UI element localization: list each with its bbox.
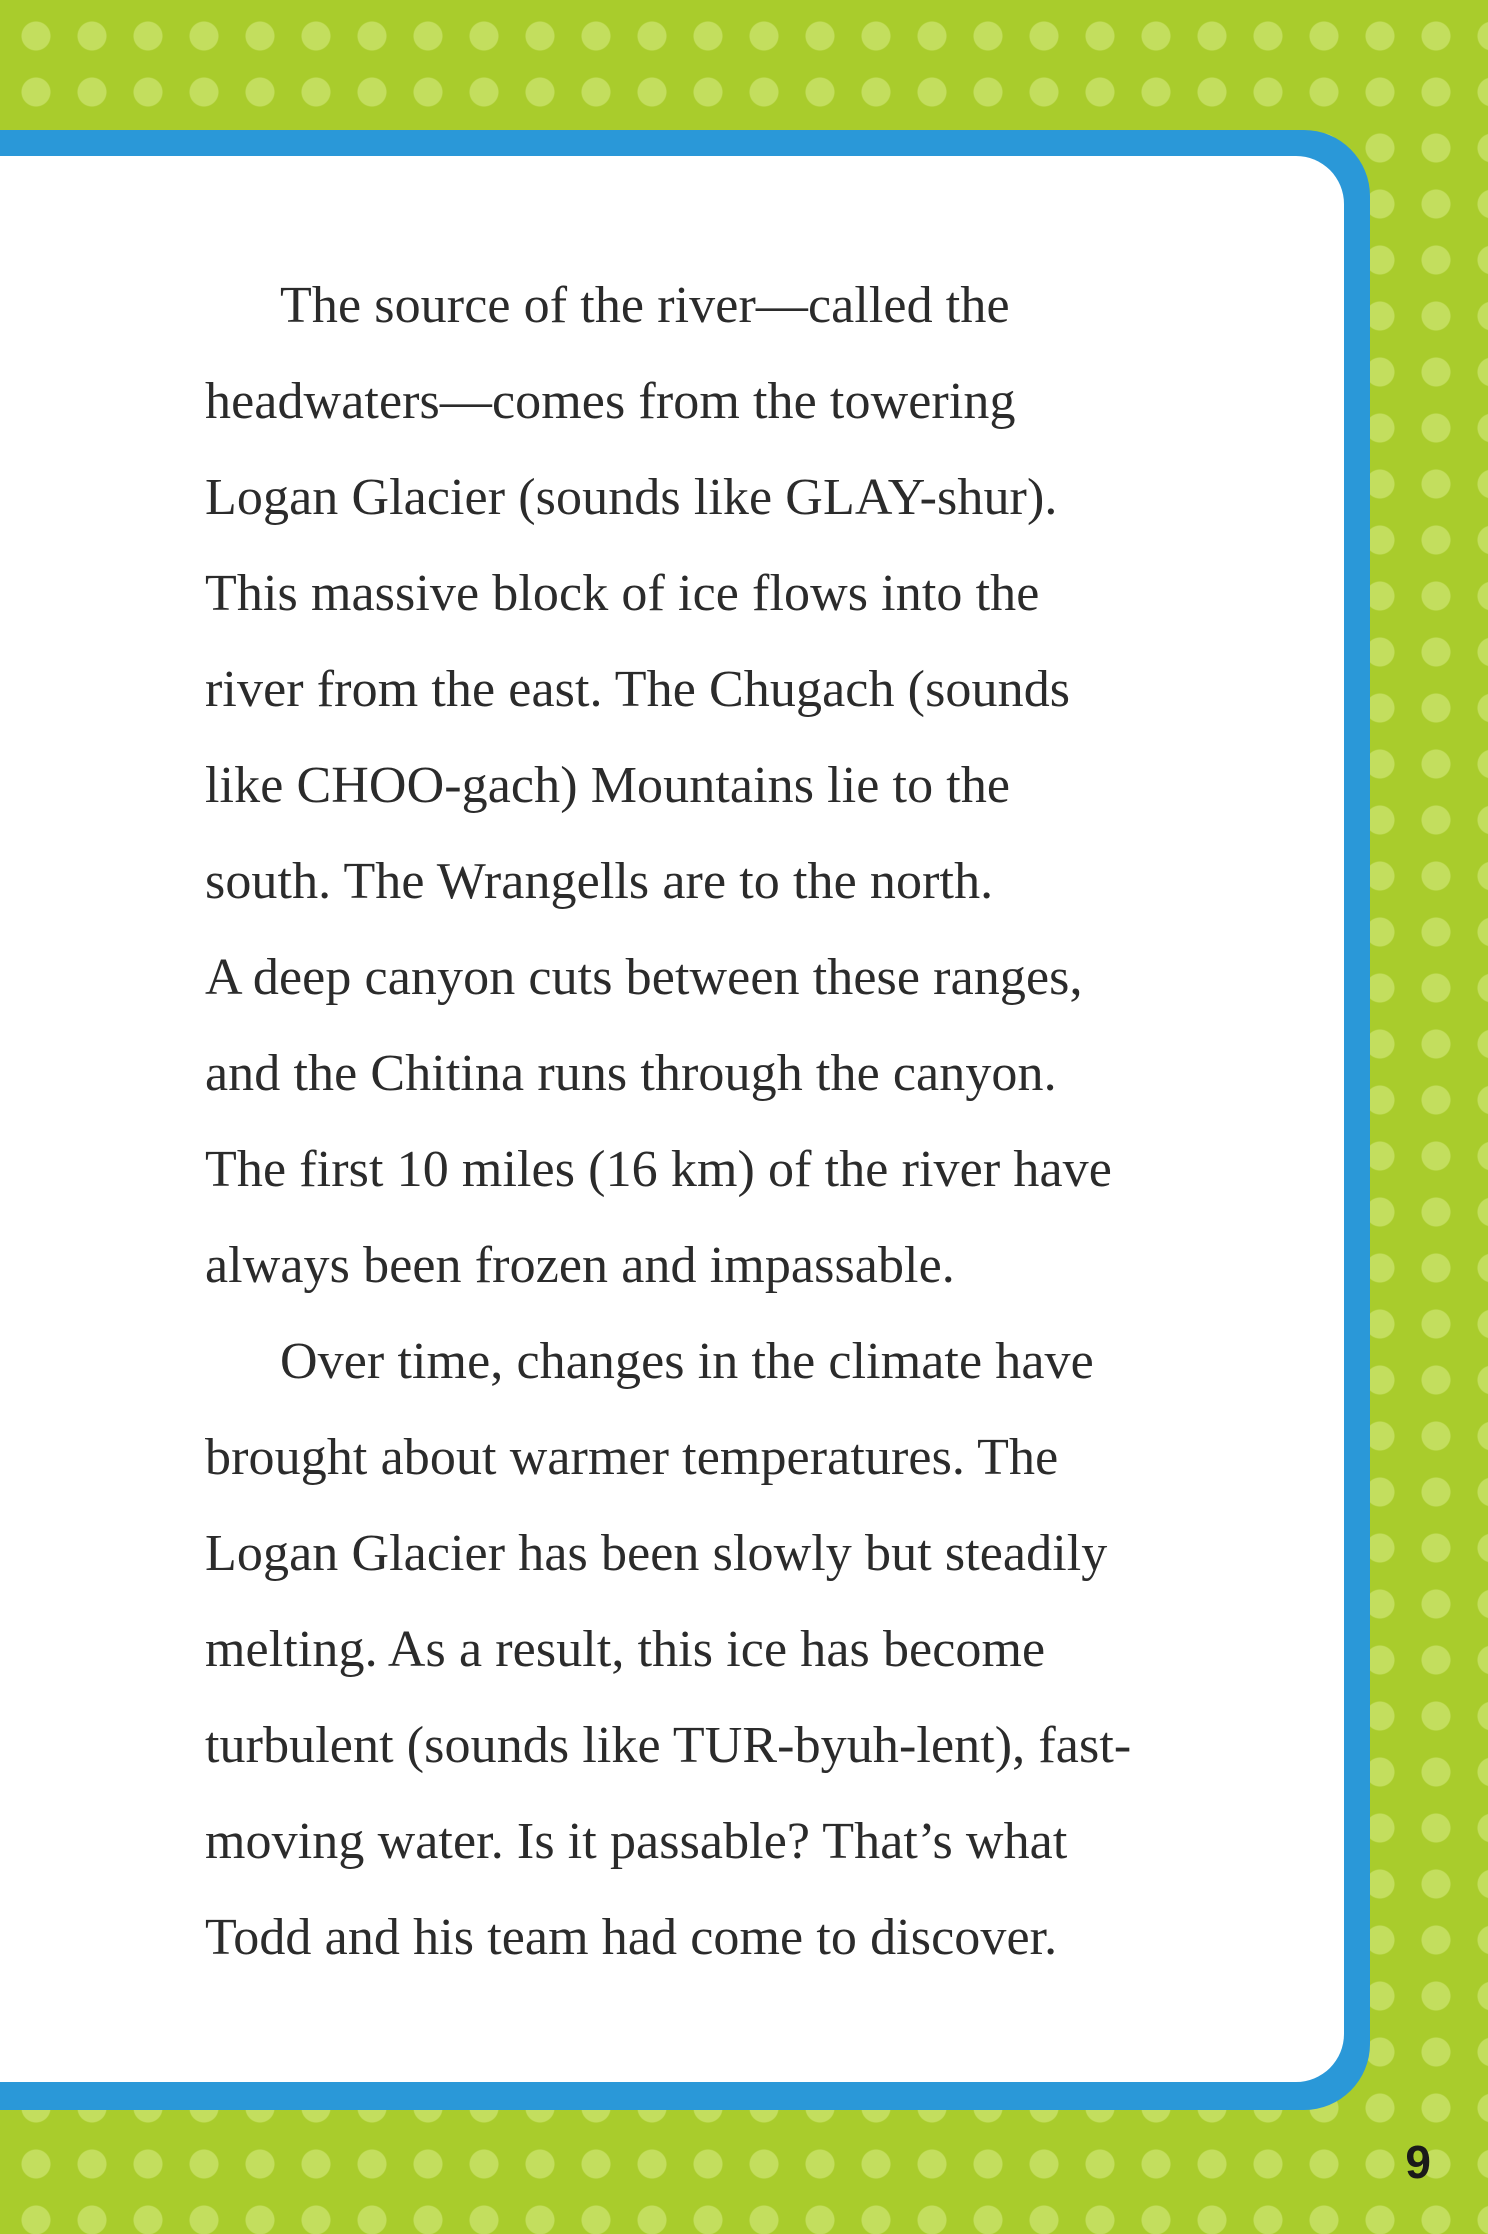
paragraph-2-line-4: melting. As a result, this ice has become [205, 1621, 1046, 1678]
paragraph-1-line-2: headwaters—comes from the towering [205, 373, 1016, 430]
paragraph-1-line-4: This massive block of ice flows into the [205, 565, 1040, 622]
body-text [205, 258, 1225, 1986]
paragraph-2-line-7: Todd and his team had come to discover. [205, 1909, 1058, 1966]
paragraph-1-line-7: south. The Wrangells are to the north. [205, 853, 994, 910]
paragraph-1-line-10: The first 10 miles (16 km) of the river have [205, 1141, 1112, 1198]
paragraph-2-line-3: Logan Glacier has been slowly but steadily [205, 1525, 1108, 1582]
paragraph-2-line-6: moving water. Is it passable? That’s what [205, 1813, 1068, 1870]
paragraph-2-line-1: Over time, changes in the climate have [280, 1333, 1094, 1390]
page-number: 9 [1405, 2136, 1431, 2188]
paragraph-1-line-5: river from the east. The Chugach (sounds [205, 661, 1071, 718]
paragraph-1-line-3: Logan Glacier (sounds like GLAY-shur). [205, 469, 1058, 526]
paragraph-1-line-8: A deep canyon cuts between these ranges, [205, 949, 1083, 1006]
paragraph-2-line-5: turbulent (sounds like TUR-byuh-lent), fast- [205, 1717, 1132, 1774]
paragraph-1-line-11: always been frozen and impassable. [205, 1237, 955, 1294]
paragraph-2-line-2: brought about warmer temperatures. The [205, 1429, 1059, 1486]
paragraph-1-line-9: and the Chitina runs through the canyon. [205, 1045, 1057, 1102]
paragraph-1-line-1: The source of the river—called the [280, 277, 1010, 334]
paragraph-1-line-6: like CHOO-gach) Mountains lie to the [205, 757, 1011, 814]
